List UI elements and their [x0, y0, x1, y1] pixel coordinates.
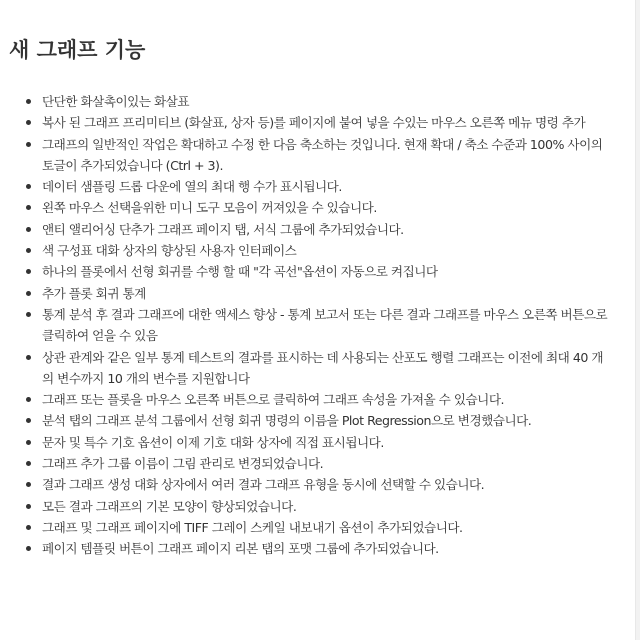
feature-text: 복사 된 그래프 프리미티브 (화살표, 상자 등)를 페이지에 붙여 넣을 수있는 마우스 오른쪽 메뉴 명령 추가	[42, 115, 586, 131]
feature-text: 하나의 플롯에서 선형 회귀를 수행 할 때 "각 곡선"옵션이 자동으로 켜집니다	[42, 264, 438, 280]
scrollbar-track[interactable]	[635, 0, 640, 640]
feature-item	[0, 474, 626, 495]
bullet-icon	[26, 269, 31, 274]
bullet-icon	[26, 482, 31, 487]
bullet-icon	[26, 418, 31, 423]
feature-item	[0, 134, 626, 177]
feature-text: 모든 결과 그래프의 기본 모양이 향상되었습니다.	[42, 498, 297, 514]
bullet-icon	[26, 99, 31, 104]
bullet-icon	[26, 504, 31, 509]
feature-text: 그래프의 일반적인 작업은 확대하고 수정 한 다음 축소하는 것입니다. 현재 확대 / 축소 수준과 100% 사이의 토글이 추가되었습니다 (Ctrl + 3).	[42, 136, 603, 173]
feature-text: 페이지 템플릿 버튼이 그래프 페이지 리본 탭의 포맷 그룹에 추가되었습니다.	[42, 541, 439, 557]
feature-item	[0, 283, 626, 304]
feature-text: 앤티 앨리어싱 단추가 그래프 페이지 탭, 서식 그룹에 추가되었습니다.	[42, 221, 404, 237]
bullet-icon	[26, 184, 31, 189]
feature-item	[0, 91, 626, 112]
bullet-icon	[26, 248, 31, 253]
bullet-icon	[26, 461, 31, 466]
bullet-icon	[26, 440, 31, 445]
feature-item	[0, 304, 626, 347]
feature-text: 데이터 샘플링 드롭 다운에 열의 최대 행 수가 표시됩니다.	[42, 179, 342, 195]
bullet-icon	[26, 142, 31, 147]
bullet-icon	[26, 291, 31, 296]
feature-item	[0, 517, 626, 538]
feature-item	[0, 240, 626, 261]
feature-item	[0, 389, 626, 410]
feature-item	[0, 410, 626, 431]
feature-text: 그래프 또는 플롯을 마우스 오른쪽 버튼으로 클릭하여 그래프 속성을 가져올 수 있습니다.	[42, 392, 504, 408]
feature-text: 문자 및 특수 기호 옵션이 이제 기호 대화 상자에 직접 표시됩니다.	[42, 434, 384, 450]
bullet-icon	[26, 205, 31, 210]
feature-list	[0, 91, 626, 560]
feature-item	[0, 496, 626, 517]
page-title: 새 그래프 기능	[9, 38, 146, 62]
feature-text: 그래프 및 그래프 페이지에 TIFF 그레이 스케일 내보내기 옵션이 추가되었습니다.	[42, 519, 463, 535]
feature-item	[0, 197, 626, 218]
feature-text: 색 구성표 대화 상자의 향상된 사용자 인터페이스	[42, 243, 297, 259]
feature-item	[0, 219, 626, 240]
feature-item	[0, 261, 626, 282]
feature-item	[0, 347, 626, 390]
feature-text: 그래프 추가 그룹 이름이 그림 관리로 변경되었습니다.	[42, 456, 324, 472]
feature-item	[0, 176, 626, 197]
feature-item	[0, 453, 626, 474]
feature-text: 단단한 화살촉이있는 화살표	[42, 94, 189, 109]
feature-text: 추가 플롯 회귀 통계	[42, 285, 146, 301]
feature-text: 통계 분석 후 결과 그래프에 대한 액세스 향상 - 통계 보고서 또는 다른 결과 그래프를 마우스 오른쪽 버튼으로 클릭하여 얻을 수 있음	[42, 306, 608, 344]
bullet-icon	[26, 397, 31, 402]
feature-text: 분석 탭의 그래프 분석 그룹에서 선형 회귀 명령의 이름을 Plot Regression으로 변경했습니다.	[42, 413, 532, 429]
bullet-icon	[26, 227, 31, 232]
bullet-icon	[26, 546, 31, 551]
feature-item	[0, 112, 626, 133]
bullet-icon	[26, 525, 31, 530]
bullet-icon	[26, 355, 31, 360]
feature-text: 결과 그래프 생성 대화 상자에서 여러 결과 그래프 유형을 동시에 선택할 수 있습니다.	[42, 477, 485, 493]
feature-item	[0, 538, 626, 559]
feature-item	[0, 432, 626, 453]
bullet-icon	[26, 120, 31, 125]
bullet-icon	[26, 312, 31, 317]
feature-text: 왼쪽 마우스 선택을위한 미니 도구 모음이 꺼져있을 수 있습니다.	[42, 200, 377, 216]
feature-text: 상관 관계와 같은 일부 통계 테스트의 결과를 표시하는 데 사용되는 산포도 행렬 그래프는 이전에 최대 40 개의 변수까지 10 개의 변수를 지원합니다	[42, 349, 604, 386]
